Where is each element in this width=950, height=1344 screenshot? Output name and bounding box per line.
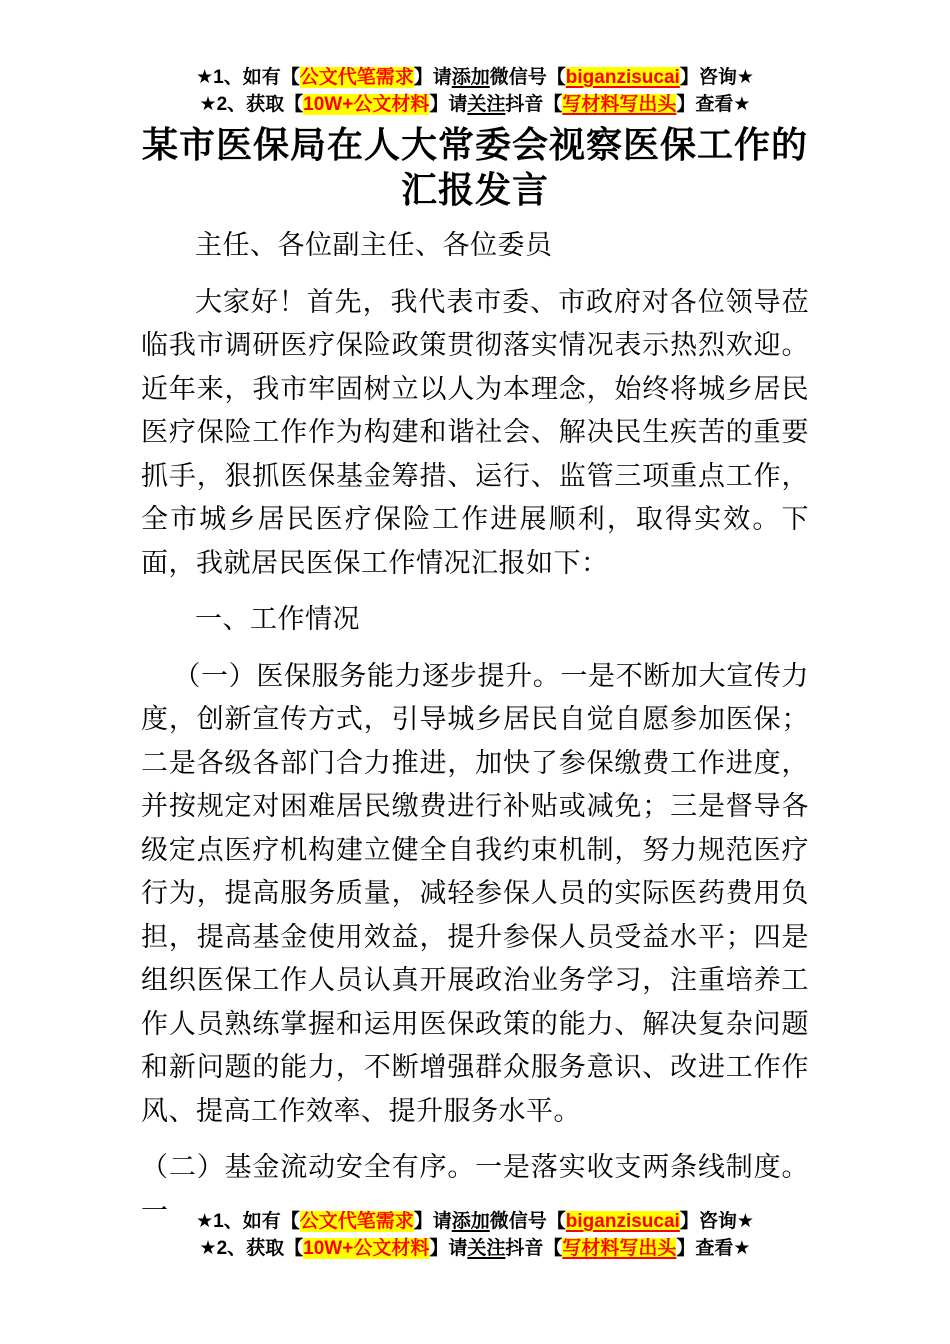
promo-text: 】请: [429, 1238, 468, 1259]
paragraph-item-1: （一）医保服务能力逐步提升。一是不断加大宣传力度，创新宣传方式，引导城乡居民自觉自愿参加医保；二是各级各部门合力推进，加快了参保缴费工作进度，并按规定对困难居民缴费进行补贴或减免；三是督导各级定点医疗机构建立健全自我约束机制，努力规范医疗行为，提高服务质量，减轻参保人员的实际医药费用负担，提高基金使用效益，提升参保人员受益水平；四是组织医保工作人员认真开展政治业务学习，注重培养工作人员熟练掌握和运用医保政策的能力、解决复杂问题和新问题的能力，不断增强群众服务意识、改进工作作风、提高工作效率、提升服务水平。: [141, 660, 809, 1126]
promo-text: 抖音【: [505, 94, 563, 115]
promo-highlight-service: 公文代笔需求: [299, 1211, 414, 1232]
document-title: 某市医保局在人大常委会视察医保工作的汇报发言: [141, 124, 808, 210]
promo-highlight-wechat-id: biganzisucai: [565, 1211, 680, 1232]
promo-line-1: [0, 1208, 950, 1235]
promo-underline-follow: 关注: [467, 94, 506, 115]
promo-highlight-materials: 10W+公文材料: [303, 94, 430, 115]
footer-promo-banner: [0, 1208, 950, 1262]
paragraph-salutation: 主任、各位副主任、各位委员: [195, 230, 553, 260]
header-promo-banner: [141, 64, 809, 118]
paragraph-item-2: （二）基金流动安全有序。一是落实收支两条线制度。一: [141, 1152, 809, 1226]
promo-text: ★2、获取【: [199, 1238, 304, 1259]
promo-underline-follow: 关注: [467, 1238, 506, 1259]
promo-line-2: [141, 91, 809, 118]
promo-line-2: [0, 1235, 950, 1262]
promo-text: 】请: [413, 1211, 452, 1232]
paragraph-intro: 大家好！首先，我代表市委、市政府对各位领导莅临我市调研医疗保险政策贯彻落实情况表示热烈欢迎。近年来，我市牢固树立以人为本理念，始终将城乡居民医疗保险工作作为构建和谐社会、解决民生疾苦的重要抓手，狠抓医保基金筹措、运行、监管三项重点工作，全市城乡居民医疗保险工作进展顺利，取得实效。下面，我就居民医保工作情况汇报如下：: [141, 286, 809, 578]
promo-text: 微信号【: [489, 67, 566, 88]
promo-underline-add: 添加: [451, 67, 490, 88]
promo-text: 】咨询★: [679, 1211, 754, 1232]
promo-line-1: [141, 64, 809, 91]
promo-text: ★1、如有【: [196, 1211, 300, 1232]
promo-text: 】查看★: [676, 1238, 751, 1259]
promo-highlight-douyin-id: 写材料写出头: [562, 1238, 677, 1259]
promo-text: 】请: [413, 67, 452, 88]
promo-text: 微信号【: [489, 1211, 566, 1232]
promo-text: ★1、如有【: [196, 67, 300, 88]
promo-underline-add: 添加: [451, 1211, 490, 1232]
heading-section-1: 一、工作情况: [195, 604, 360, 634]
promo-highlight-materials: 10W+公文材料: [303, 1238, 430, 1259]
promo-highlight-service: 公文代笔需求: [299, 67, 414, 88]
promo-text: ★2、获取【: [199, 94, 304, 115]
promo-text: 抖音【: [505, 1238, 563, 1259]
promo-text: 】查看★: [676, 94, 751, 115]
document-body: [141, 224, 809, 1233]
promo-highlight-douyin-id: 写材料写出头: [562, 94, 677, 115]
promo-text: 】咨询★: [679, 67, 754, 88]
promo-highlight-wechat-id: biganzisucai: [565, 67, 680, 88]
promo-text: 】请: [429, 94, 468, 115]
